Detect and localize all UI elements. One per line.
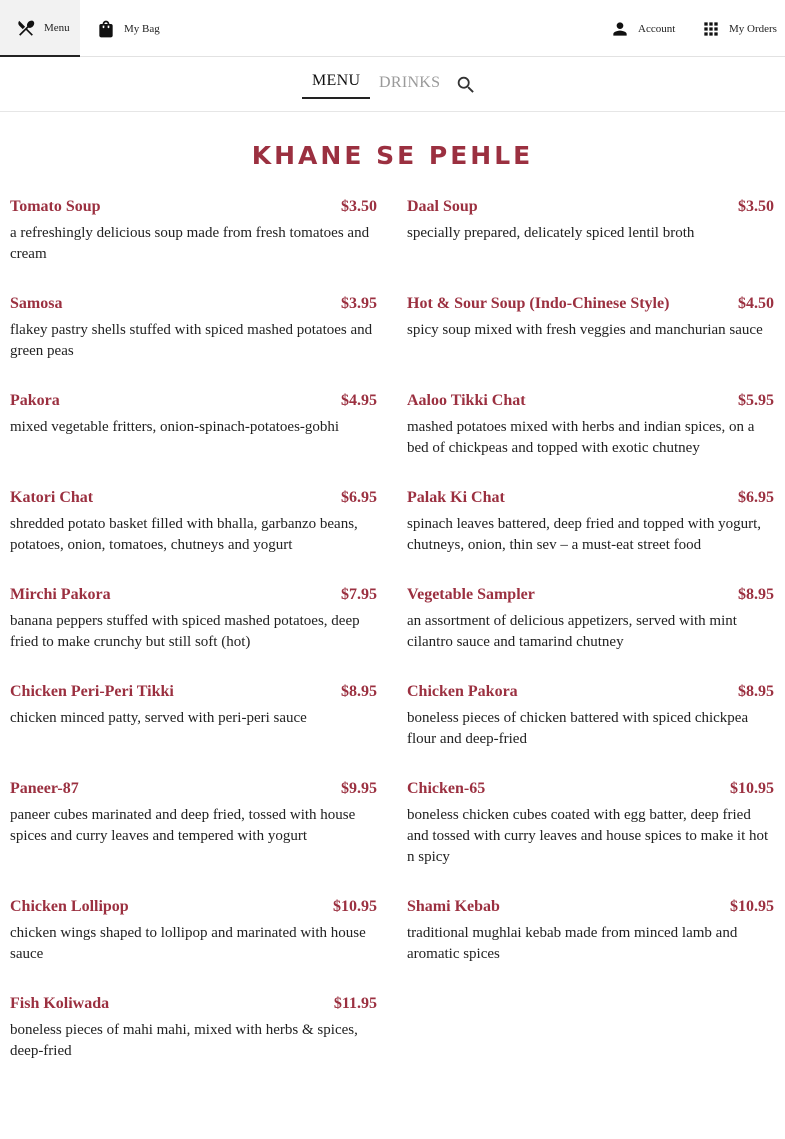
menu-item[interactable] — [407, 489, 774, 586]
menu-nav-button[interactable] — [0, 0, 80, 57]
menu-item[interactable] — [407, 586, 774, 683]
menu-item[interactable] — [407, 295, 774, 392]
menu-item-description: shredded potato basket filled with bhalla, garbanzo beans, potatoes, onion, tomatoes, chutneys and yogurt — [10, 516, 358, 553]
menu-item-description: chicken minced patty, served with peri-peri sauce — [10, 710, 307, 726]
menu-item-name: Aaloo Tikki Chat — [407, 392, 526, 409]
menu-item-header — [407, 586, 774, 608]
menu-item-description: traditional mughlai kebab made from minced lamb and aromatic spices — [407, 925, 738, 962]
menu-item-name: Paneer-87 — [10, 780, 79, 797]
menu-item-header — [10, 586, 377, 608]
menu-item-description: spinach leaves battered, deep fried and topped with yogurt, chutneys, onion, thin sev – a must-eat street food — [407, 516, 762, 553]
menu-item-name: Chicken Peri-Peri Tikki — [10, 683, 174, 700]
menu-item[interactable] — [10, 295, 377, 392]
menu-nav-label: Menu — [44, 21, 70, 34]
grid-icon — [701, 19, 721, 39]
menu-item-description: boneless pieces of mahi mahi, mixed with herbs & spices, deep-fried — [10, 1022, 358, 1059]
menu-item[interactable] — [10, 683, 377, 780]
menu-item-price: $3.50 — [738, 198, 774, 215]
my-bag-button[interactable] — [96, 0, 160, 57]
search-icon[interactable] — [455, 74, 477, 96]
menu-item-name: Chicken Pakora — [407, 683, 518, 700]
menu-item-description: paneer cubes marinated and deep fried, tossed with house spices and curry leaves and tempered with yogurt — [10, 807, 356, 844]
menu-item-description: banana peppers stuffed with spiced mashed potatoes, deep fried to make crunchy but still soft (hot) — [10, 613, 360, 650]
menu-item-header — [10, 198, 377, 220]
menu-item-price: $6.95 — [738, 489, 774, 506]
menu-item-header — [10, 489, 377, 511]
menu-item[interactable] — [407, 780, 774, 898]
menu-item-price: $10.95 — [730, 898, 774, 915]
menu-item-name: Chicken-65 — [407, 780, 486, 797]
menu-item[interactable] — [10, 392, 377, 489]
menu-items-grid — [10, 198, 775, 1092]
menu-item-header — [407, 489, 774, 511]
menu-item-header — [10, 995, 377, 1017]
menu-item-price: $4.95 — [341, 392, 377, 409]
menu-item-header — [407, 780, 774, 802]
menu-item-name: Shami Kebab — [407, 898, 500, 915]
menu-item-description: boneless chicken cubes coated with egg batter, deep fried and tossed with curry leaves and house spices to make it hot n spicy — [407, 807, 769, 865]
menu-item-header — [10, 683, 377, 705]
menu-item-price: $9.95 — [341, 780, 377, 797]
menu-item-name: Vegetable Sampler — [407, 586, 535, 603]
menu-item-name: Chicken Lollipop — [10, 898, 129, 915]
menu-item-header — [10, 295, 377, 317]
top-nav — [0, 0, 785, 57]
menu-item-name: Pakora — [10, 392, 60, 409]
menu-item-price: $10.95 — [333, 898, 377, 915]
menu-item-description: chicken wings shaped to lollipop and marinated with house sauce — [10, 925, 366, 962]
menu-item[interactable] — [407, 683, 774, 780]
tab-menu[interactable]: MENU — [302, 57, 370, 99]
menu-item-price: $11.95 — [333, 995, 377, 1012]
menu-item-name: Katori Chat — [10, 489, 94, 506]
my-orders-button[interactable] — [701, 0, 777, 57]
menu-item-name: Mirchi Pakora — [10, 586, 111, 603]
menu-item-description: spicy soup mixed with fresh veggies and manchurian sauce — [407, 322, 763, 338]
category-tabs — [0, 57, 785, 112]
menu-item-name: Fish Koliwada — [10, 995, 110, 1012]
menu-item-header — [407, 295, 774, 317]
my-bag-label: My Bag — [124, 22, 160, 35]
menu-item[interactable] — [407, 392, 774, 489]
tab-drinks[interactable]: DRINKS — [379, 74, 441, 91]
menu-item-price: $8.95 — [738, 586, 774, 603]
menu-item-header — [10, 898, 377, 920]
menu-item-price: $4.50 — [738, 295, 774, 312]
menu-item-header — [407, 198, 774, 220]
menu-item-price: $3.50 — [341, 198, 377, 215]
menu-item-description: mashed potatoes mixed with herbs and indian spices, on a bed of chickpeas and topped with exotic chutney — [407, 419, 755, 456]
menu-item-header — [407, 898, 774, 920]
menu-item-price: $10.95 — [730, 780, 774, 797]
menu-item-description: a refreshingly delicious soup made from fresh tomatoes and cream — [10, 225, 370, 262]
menu-item-price: $5.95 — [738, 392, 774, 409]
menu-item-description: specially prepared, delicately spiced lentil broth — [407, 225, 695, 241]
menu-item-price: $7.95 — [341, 586, 377, 603]
my-orders-label: My Orders — [729, 22, 777, 35]
menu-item-name: Samosa — [10, 295, 63, 312]
menu-item-name: Tomato Soup — [10, 198, 101, 215]
menu-item[interactable] — [10, 198, 377, 295]
menu-item-header — [407, 683, 774, 705]
account-label: Account — [638, 22, 676, 35]
person-icon — [610, 19, 630, 39]
menu-item-description: mixed vegetable fritters, onion-spinach-potatoes-gobhi — [10, 419, 340, 435]
fork-knife-icon — [16, 18, 36, 38]
menu-item-price: $3.95 — [341, 295, 377, 312]
menu-item-description: flakey pastry shells stuffed with spiced mashed potatoes and green peas — [10, 322, 373, 359]
menu-item-name: Palak Ki Chat — [407, 489, 505, 506]
menu-item-header — [10, 392, 377, 414]
menu-item[interactable] — [407, 198, 774, 295]
menu-item[interactable] — [10, 780, 377, 898]
menu-item-description: an assortment of delicious appetizers, served with mint cilantro sauce and tamarind chutney — [407, 613, 737, 650]
menu-item-header — [407, 392, 774, 414]
menu-item[interactable] — [407, 898, 774, 995]
menu-item[interactable] — [10, 586, 377, 683]
menu-item-description: boneless pieces of chicken battered with spiced chickpea flour and deep-fried — [407, 710, 749, 747]
menu-item[interactable] — [10, 489, 377, 586]
menu-item[interactable] — [10, 995, 377, 1092]
menu-item-name: Hot & Sour Soup (Indo-Chinese Style) — [407, 295, 670, 312]
menu-item-price: $6.95 — [341, 489, 377, 506]
shopping-bag-icon — [96, 19, 116, 39]
menu-item-price: $8.95 — [738, 683, 774, 700]
menu-item-name: Daal Soup — [407, 198, 478, 215]
menu-item-price: $8.95 — [341, 683, 377, 700]
account-button[interactable] — [610, 0, 675, 57]
section-title: KHANE SE PEHLE — [251, 141, 534, 170]
menu-item[interactable] — [10, 898, 377, 995]
menu-item-header — [10, 780, 377, 802]
